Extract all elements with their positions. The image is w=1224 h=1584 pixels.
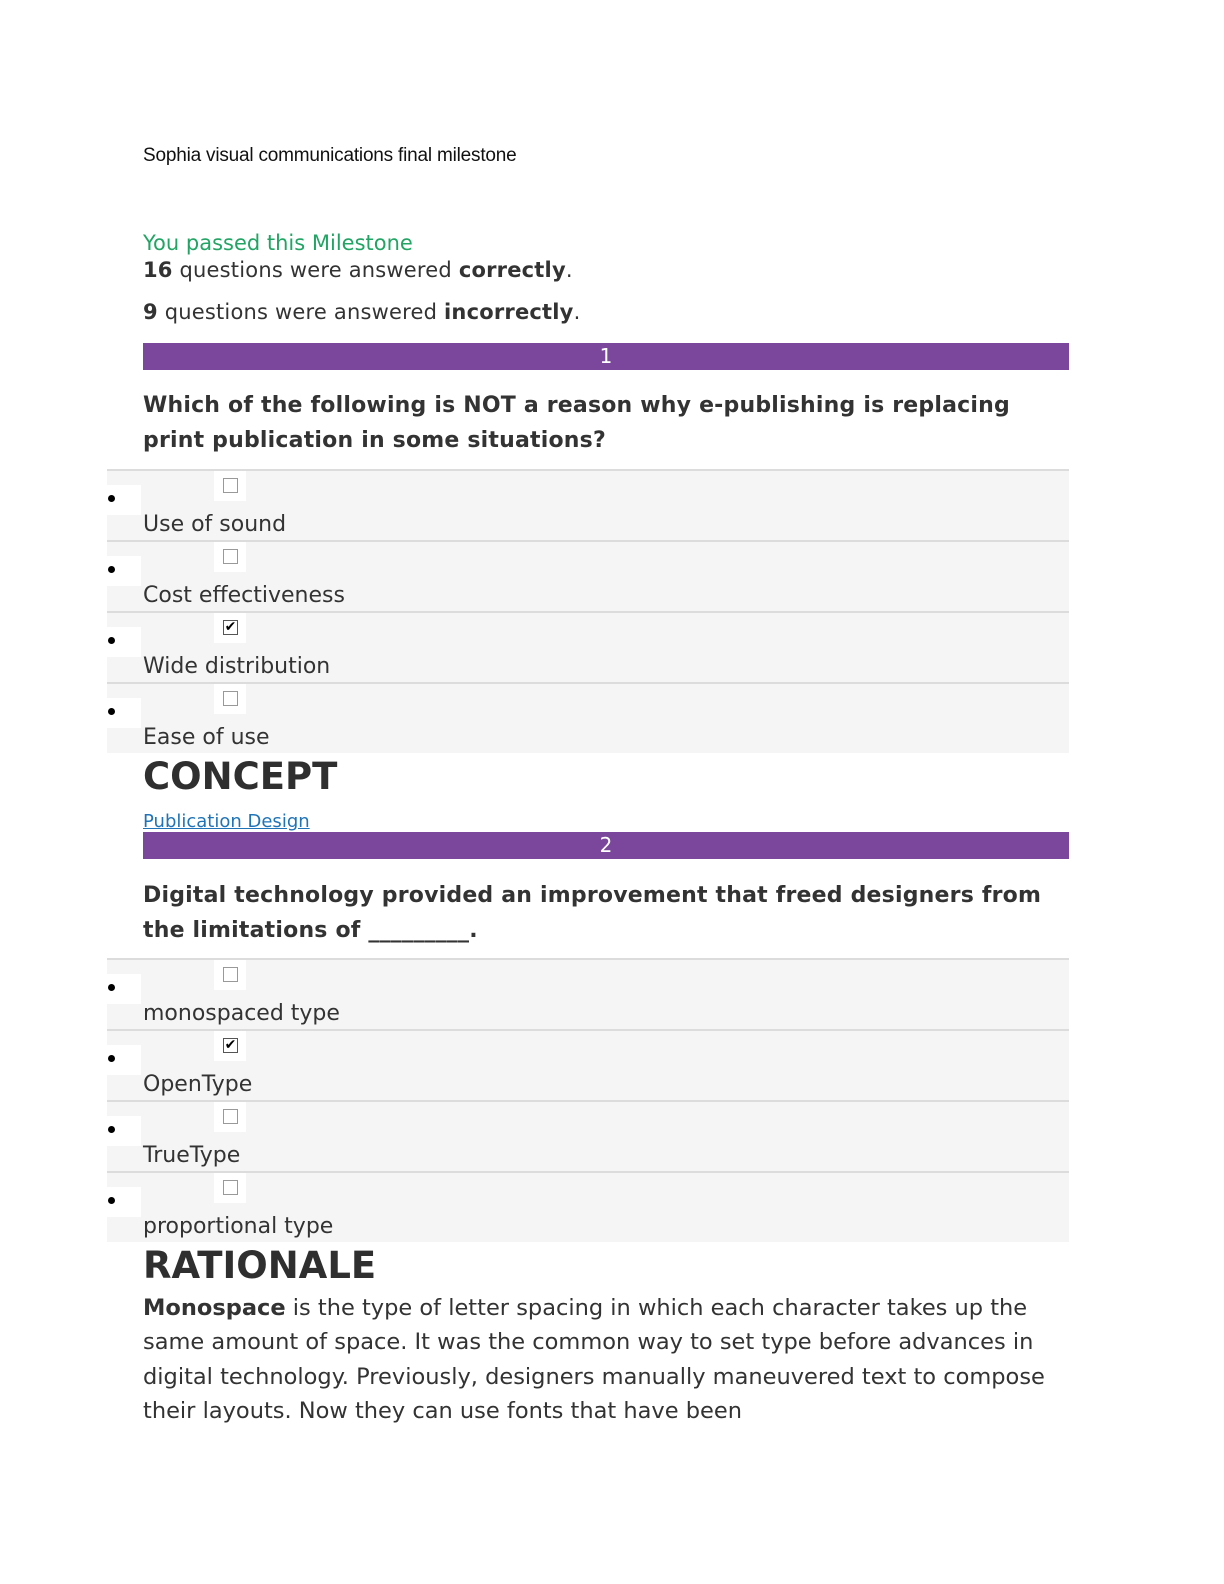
bullet-icon	[106, 1116, 141, 1146]
answer-option[interactable]	[107, 540, 1069, 611]
rationale-paragraph	[143, 1291, 1069, 1429]
checkbox-wrapper	[214, 684, 246, 714]
checkbox[interactable]	[223, 967, 238, 982]
question-number-bar: 2	[143, 832, 1069, 859]
option-label: Cost effectiveness	[143, 583, 345, 608]
checkbox-checked[interactable]: ✔	[224, 1037, 237, 1053]
concept-heading: CONCEPT	[143, 755, 338, 798]
checkbox[interactable]	[223, 478, 238, 493]
checkbox-wrapper	[214, 1102, 246, 1132]
bullet-icon	[106, 1187, 141, 1217]
option-label: monospaced type	[143, 1001, 340, 1026]
bullet-icon	[106, 485, 141, 515]
correct-period: .	[565, 258, 573, 282]
bullet-icon	[106, 1045, 141, 1075]
question-text: Digital technology provided an improvement that freed designers from the limitations of _________.	[143, 883, 1042, 943]
document-title: Sophia visual communications final milestone	[143, 145, 517, 166]
correct-count: 16	[143, 258, 173, 282]
checkbox-checked[interactable]: ✔	[224, 619, 237, 635]
answer-option[interactable]	[107, 469, 1069, 540]
answer-option[interactable]	[107, 1171, 1069, 1242]
checkbox[interactable]	[223, 1109, 238, 1124]
option-label: Wide distribution	[143, 654, 331, 679]
checkbox-wrapper	[214, 1173, 246, 1203]
option-label: OpenType	[143, 1072, 253, 1097]
question-text: Which of the following is NOT a reason why e-publishing is replacing print publication in some situations?	[143, 393, 1010, 453]
checkbox-wrapper	[214, 1031, 246, 1061]
question-number-bar: 1	[143, 343, 1069, 370]
option-label: TrueType	[143, 1143, 241, 1168]
option-label: Ease of use	[143, 725, 270, 750]
answer-option[interactable]	[107, 958, 1069, 1029]
answer-option[interactable]	[107, 682, 1069, 753]
correct-text: questions were answered	[172, 258, 459, 282]
incorrect-word: incorrectly	[444, 300, 574, 324]
checkbox[interactable]	[223, 691, 238, 706]
option-label: Use of sound	[143, 512, 287, 537]
option-label: proportional type	[143, 1214, 334, 1239]
bullet-icon	[106, 627, 141, 657]
incorrect-count: 9	[143, 300, 158, 324]
rationale-bold-term: Monospace	[143, 1295, 286, 1321]
answer-option[interactable]	[107, 1100, 1069, 1171]
rationale-heading: RATIONALE	[143, 1244, 377, 1287]
rationale-body: is the type of letter spacing in which each character takes up the same amount of space. It was the common way to set type before advances in digital technology. Previously, designers manually maneuvered text to compose their layouts. Now they can use fonts that have been	[143, 1295, 1045, 1425]
incorrect-text: questions were answered	[157, 300, 445, 324]
checkbox-wrapper	[214, 471, 246, 501]
answer-option[interactable]	[107, 1029, 1069, 1100]
passed-message: You passed this Milestone	[143, 231, 413, 255]
checkbox-wrapper	[214, 613, 246, 643]
correct-summary	[143, 258, 573, 282]
bullet-icon	[106, 974, 141, 1004]
answer-options	[107, 958, 1069, 1242]
checkbox-wrapper	[214, 960, 246, 990]
bullet-icon	[106, 698, 141, 728]
incorrect-summary	[143, 300, 580, 324]
concept-link[interactable]: Publication Design	[143, 811, 310, 832]
checkbox[interactable]	[223, 1180, 238, 1195]
incorrect-period: .	[573, 300, 581, 324]
answer-option[interactable]	[107, 611, 1069, 682]
checkbox-wrapper	[214, 542, 246, 572]
answer-options	[107, 469, 1069, 753]
checkbox[interactable]	[223, 549, 238, 564]
bullet-icon	[106, 556, 141, 586]
correct-word: correctly	[458, 258, 566, 282]
